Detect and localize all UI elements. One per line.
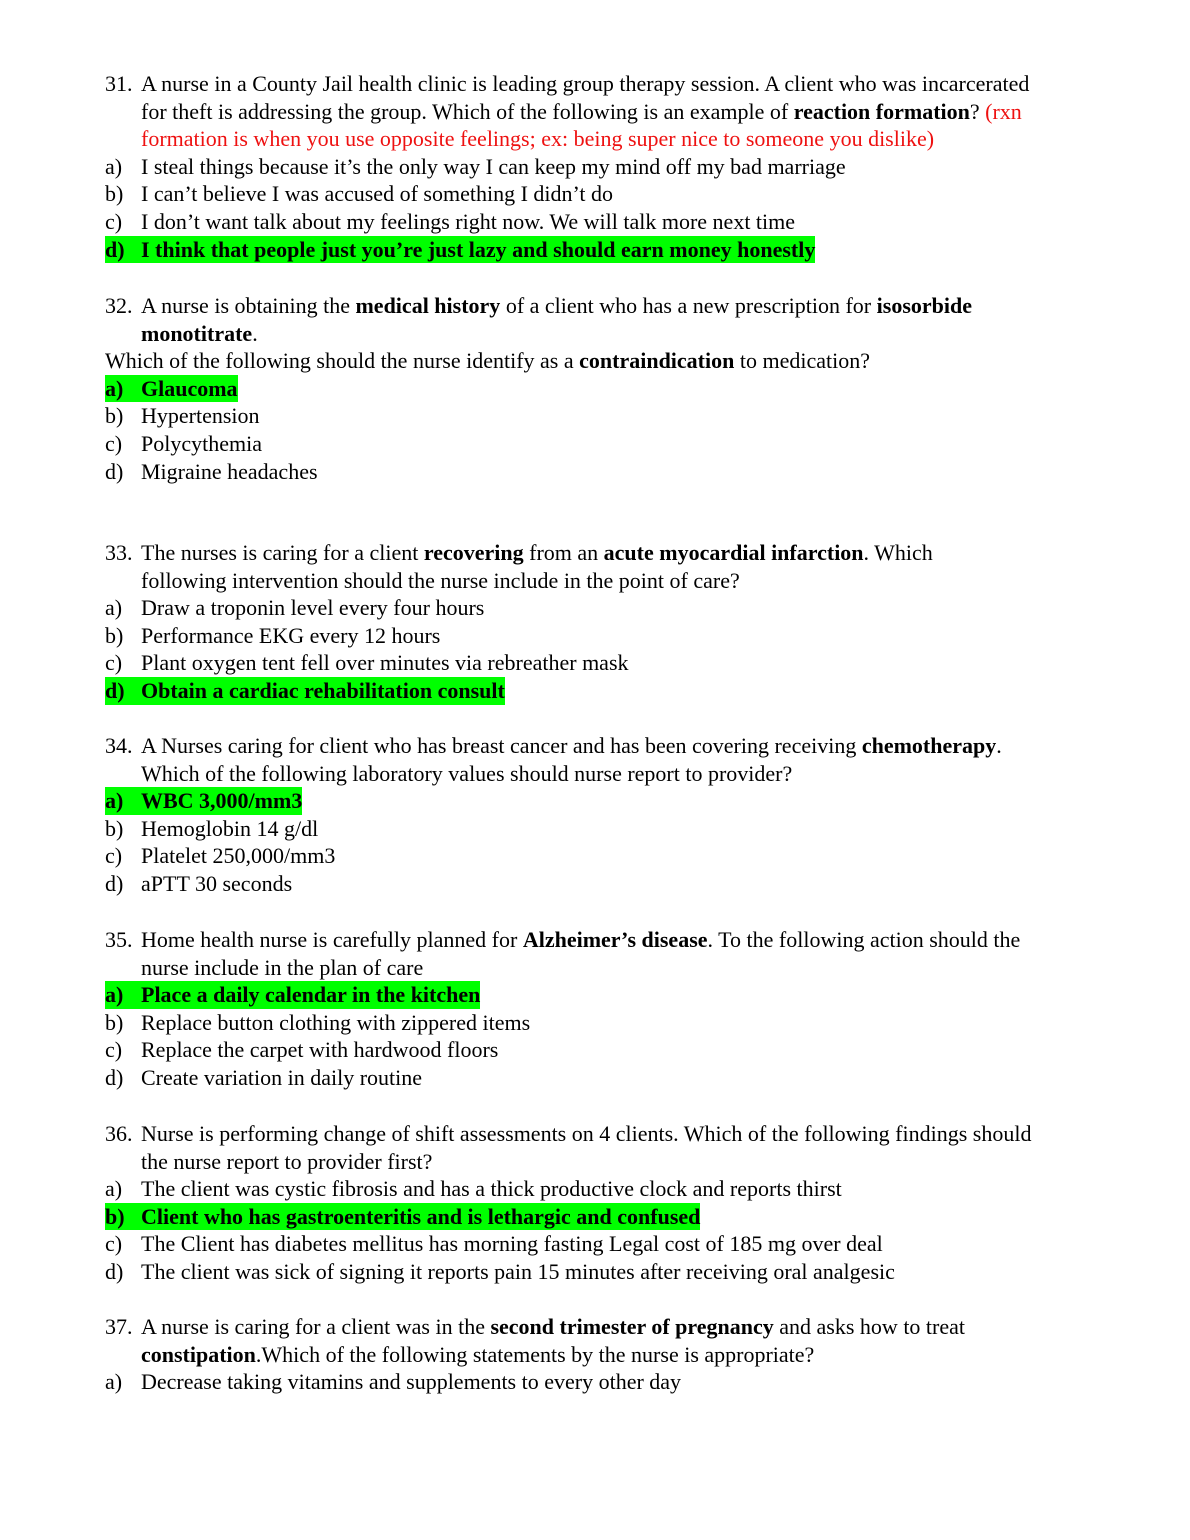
answer-option-a: a) I steal things because it’s the only way I can keep my mind off my bad marriage bbox=[105, 153, 846, 179]
answer-option-a-correct bbox=[105, 375, 1105, 403]
answer-option-b: b) Replace button clothing with zippered items bbox=[105, 1009, 531, 1035]
answer-option-c: c) Plant oxygen tent fell over minutes via rebreather mask bbox=[105, 650, 629, 676]
answer-option-c: c) Polycythemia bbox=[105, 430, 262, 456]
question-stem: 34. A Nurses caring for client who has breast cancer and has been covering receiving chemotherapy. bbox=[105, 733, 1002, 758]
correct-answer-highlight: a) WBC 3,000/mm3 bbox=[105, 788, 303, 814]
correct-answer-highlight: b) Client who has gastroenteritis and is lethargic and confused bbox=[105, 1203, 701, 1229]
question-stem-continued: following intervention should the nurse include in the point of care? bbox=[141, 567, 740, 593]
answer-option-d: d) The client was sick of signing it reports pain 15 minutes after receiving oral analgesic bbox=[105, 1258, 895, 1284]
key-term: reaction formation bbox=[793, 98, 970, 124]
correct-answer-highlight: a) Place a daily calendar in the kitchen bbox=[105, 982, 481, 1008]
question-number: 34. bbox=[105, 733, 133, 758]
key-term: acute myocardial infarction bbox=[603, 540, 864, 565]
correct-answer-highlight: d) I think that people just you’re just lazy and should earn money honestly bbox=[105, 236, 816, 262]
question-stem: 33. The nurses is caring for a client recovering from an acute myocardial infarction. Which bbox=[105, 540, 933, 565]
question-number: 32. bbox=[105, 293, 133, 318]
answer-option-b: b) Performance EKG every 12 hours bbox=[105, 622, 441, 648]
question-32 bbox=[105, 292, 1105, 485]
question-stem-continued: for theft is addressing the group. Which of the following is an example of reaction formation? (rxn bbox=[141, 98, 1022, 124]
question-stem: 31. A nurse in a County Jail health clinic is leading group therapy session. A client who was incarcerated bbox=[105, 71, 1030, 96]
key-term: chemotherapy bbox=[861, 733, 997, 758]
answer-option-d-correct bbox=[105, 677, 1105, 705]
question-stem: 35. Home health nurse is carefully planned for Alzheimer’s disease. To the following action should the bbox=[105, 927, 1021, 952]
question-stem-continued: the nurse report to provider first? bbox=[141, 1148, 433, 1174]
answer-option-a-correct bbox=[105, 981, 1105, 1009]
key-term: contraindication bbox=[579, 348, 735, 374]
answer-option-d: d) Migraine headaches bbox=[105, 458, 318, 484]
answer-option-c: c) Platelet 250,000/mm3 bbox=[105, 843, 336, 869]
question-stem-continued bbox=[105, 125, 1105, 153]
question-number: 37. bbox=[105, 1314, 133, 1339]
question-stem-continued: nurse include in the plan of care bbox=[141, 954, 424, 980]
answer-option-a-correct bbox=[105, 787, 1105, 815]
question-stem-continued: constipation.Which of the following statements by the nurse is appropriate? bbox=[141, 1341, 815, 1367]
instructor-note: (rxn bbox=[985, 98, 1022, 124]
correct-answer-highlight: a) Glaucoma bbox=[105, 375, 238, 401]
key-term: Alzheimer’s disease bbox=[522, 927, 708, 952]
question-36 bbox=[105, 1120, 1105, 1286]
key-term: monotitrate bbox=[141, 320, 253, 346]
question-35 bbox=[105, 926, 1105, 1092]
question-33 bbox=[105, 539, 1105, 705]
answer-option-c: c) Replace the carpet with hardwood floors bbox=[105, 1037, 499, 1063]
answer-option-a: a) Decrease taking vitamins and supplements to every other day bbox=[105, 1369, 682, 1395]
key-term: medical history bbox=[355, 293, 501, 318]
instructor-note: formation is when you use opposite feelings; ex: being super nice to someone you dislike) bbox=[141, 126, 935, 152]
answer-option-d: d) Create variation in daily routine bbox=[105, 1064, 423, 1090]
key-term: recovering bbox=[423, 540, 524, 565]
question-number: 35. bbox=[105, 927, 133, 952]
question-31 bbox=[105, 70, 1105, 263]
answer-option-d-correct bbox=[105, 236, 1105, 264]
answer-option-c: c) I don’t want talk about my feelings right now. We will talk more next time bbox=[105, 208, 796, 234]
question-34 bbox=[105, 732, 1105, 898]
question-stem-continued: Which of the following laboratory values should nurse report to provider? bbox=[141, 760, 793, 786]
question-stem-continued: monotitrate. bbox=[141, 320, 258, 346]
question-37 bbox=[105, 1313, 1105, 1396]
answer-option-b: b) Hypertension bbox=[105, 403, 260, 429]
question-number: 31. bbox=[105, 71, 133, 96]
question-stem-continued: Which of the following should the nurse identify as a contraindication to medication? bbox=[105, 348, 870, 374]
answer-option-b: b) Hemoglobin 14 g/dl bbox=[105, 815, 319, 841]
answer-option-b: b) I can’t believe I was accused of something I didn’t do bbox=[105, 181, 614, 207]
question-stem: 37. A nurse is caring for a client was in the second trimester of pregnancy and asks how to treat bbox=[105, 1314, 966, 1339]
question-stem: 36. Nurse is performing change of shift assessments on 4 clients. Which of the following findings should bbox=[105, 1121, 1032, 1146]
answer-option-a: a) The client was cystic fibrosis and has a thick productive clock and reports thirst bbox=[105, 1176, 842, 1202]
answer-option-c: c) The Client has diabetes mellitus has morning fasting Legal cost of 185 mg over deal bbox=[105, 1231, 883, 1257]
question-stem: 32. A nurse is obtaining the medical history of a client who has a new prescription for isosorbide bbox=[105, 293, 972, 318]
answer-option-a: a) Draw a troponin level every four hours bbox=[105, 595, 485, 621]
answer-option-d: d) aPTT 30 seconds bbox=[105, 870, 293, 896]
correct-answer-highlight: d) Obtain a cardiac rehabilitation consult bbox=[105, 677, 505, 703]
question-number: 36. bbox=[105, 1121, 133, 1146]
key-term: constipation bbox=[141, 1341, 256, 1367]
key-term: second trimester of pregnancy bbox=[490, 1314, 774, 1339]
key-term: isosorbide bbox=[876, 293, 972, 318]
answer-option-b-correct bbox=[105, 1203, 1105, 1231]
question-number: 33. bbox=[105, 540, 133, 565]
